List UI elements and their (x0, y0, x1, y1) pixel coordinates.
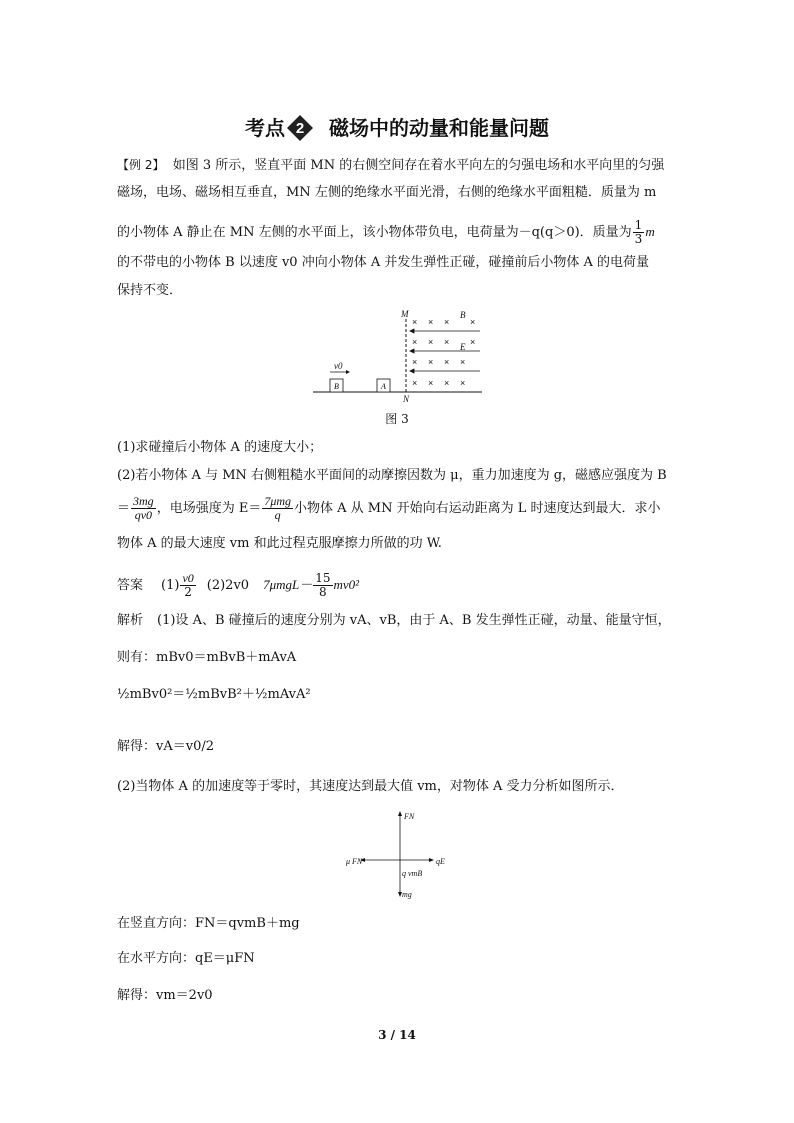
answer-line (117, 572, 359, 599)
answer-part-2: (2)2v0 (206, 578, 250, 593)
analysis-line-4: 解得：vA＝v0/2 (117, 739, 214, 754)
figure-3-diagram (310, 305, 490, 405)
label-N: N (403, 394, 410, 404)
equals-sign: ＝ (117, 501, 131, 516)
number-badge-icon (287, 115, 313, 141)
field-cross: × (412, 317, 418, 327)
answer-part-3: 7μmgL－ (263, 577, 313, 592)
analysis-line-7: 在水平方向：qE＝μFN (117, 951, 255, 966)
force-label-FN: FN (404, 812, 415, 821)
problem-text-1: 如图 3 所示，竖直平面 MN 的右侧空间存在着水平向左的匀强电场和水平向里的匀强 (172, 158, 665, 173)
field-cross: × (412, 378, 418, 388)
label-E-field: E (460, 342, 466, 352)
label-v0: v0 (334, 361, 343, 371)
question-2-text-c: 小物体 A 从 MN 开始向右运动距离为 L 时速度达到最大．求小 (294, 501, 661, 516)
problem-line-2: 磁场，电场、磁场相互垂直，MN 左侧的绝缘水平面光滑，右侧的绝缘水平面粗糙．质量为 m (117, 185, 657, 200)
field-cross: × (444, 357, 450, 367)
problem-line-3 (117, 219, 655, 246)
analysis-line-2: 则有：mBv0＝mBvB＋mAvA (117, 650, 297, 665)
field-cross: × (444, 317, 450, 327)
problem-text-3: 的小物体 A 静止在 MN 左侧的水平面上，该小物体带负电，电荷量为－q(q＞0)．质量为 (117, 225, 632, 240)
field-cross: × (428, 357, 434, 367)
mass-symbol: m (645, 224, 655, 239)
force-label-qE: qE (436, 857, 445, 866)
answer-part-1: (1) (161, 578, 180, 593)
analysis-line-8: 解得：vm＝2v0 (117, 988, 213, 1003)
question-2-line-1: (2)若小物体 A 与 MN 右侧粗糙水平面间的动摩擦因数为 μ，重力加速度为 g，磁感应强度为 B (117, 468, 667, 483)
fraction-B-value: $\frac{3mg}{qv0}$ (133, 494, 154, 522)
page-number: 3 / 14 (378, 1028, 416, 1042)
fraction-one-third: $\frac{1}{3}$ (634, 218, 643, 246)
efield-text: ，电场强度为 E＝ (156, 501, 262, 516)
field-cross: × (428, 378, 434, 388)
field-cross: × (460, 357, 466, 367)
problem-line-5: 保持不变． (117, 283, 183, 298)
force-label-lorentz: q vmB (402, 869, 423, 878)
answer-label: 答案 (117, 578, 144, 593)
figure-3-caption: 图 3 (385, 412, 409, 426)
problem-line-1 (117, 156, 664, 175)
title-text: 磁场中的动量和能量问题 (329, 116, 549, 140)
field-cross: × (444, 337, 450, 347)
badge-number: 2 (295, 120, 305, 137)
label-M: M (401, 309, 409, 319)
question-2-line-3: 物体 A 的最大速度 vm 和此过程克服摩擦力所做的功 W. (117, 536, 442, 551)
field-cross: × (444, 378, 450, 388)
field-cross: × (428, 337, 434, 347)
field-cross: × (428, 317, 434, 327)
answer-fraction-1: $\frac{v0}{2}$ (182, 571, 194, 599)
answer-part-4: mv0² (333, 577, 360, 592)
block-B-label: B (334, 382, 339, 391)
analysis-line-3: ½mBv0²＝½mBvB²＋½mAvA² (117, 687, 311, 702)
label-B-field: B (460, 310, 466, 320)
field-cross: × (470, 317, 476, 327)
analysis-text-1: (1)设 A、B 碰撞后的速度分别为 vA、vB，由于 A、B 发生弹性正碰，动量、能量守恒， (157, 613, 671, 628)
section-title (0, 112, 794, 141)
question-1: (1)求碰撞后小物体 A 的速度大小； (117, 440, 323, 455)
force-diagram (340, 805, 460, 905)
title-prefix: 考点 (245, 116, 285, 140)
force-label-mg: mg (402, 890, 412, 899)
field-cross: × (470, 337, 476, 347)
fraction-E-value: $\frac{\text{7μmg}}{q}$ (264, 494, 292, 522)
force-label-friction: μ FN (346, 857, 363, 866)
field-cross: × (460, 378, 466, 388)
answer-fraction-2: $\frac{15}{8}$ (315, 571, 331, 599)
analysis-line-1 (117, 612, 671, 630)
field-cross: × (412, 357, 418, 367)
block-A-label: A (381, 382, 386, 391)
problem-label: 【例 2】 (117, 158, 165, 172)
analysis-line-6: 在竖直方向：FN＝qvmB＋mg (117, 916, 300, 931)
analysis-label: 解析 (117, 613, 144, 628)
field-cross: × (412, 337, 418, 347)
problem-line-4: 的不带电的小物体 B 以速度 v0 冲向小物体 A 并发生弹性正碰，碰撞前后小物体 A 的电荷量 (117, 255, 650, 270)
question-2-line-2 (117, 495, 661, 522)
analysis-line-5: (2)当物体 A 的加速度等于零时，其速度达到最大值 vm，对物体 A 受力分析如图所示． (117, 779, 624, 794)
